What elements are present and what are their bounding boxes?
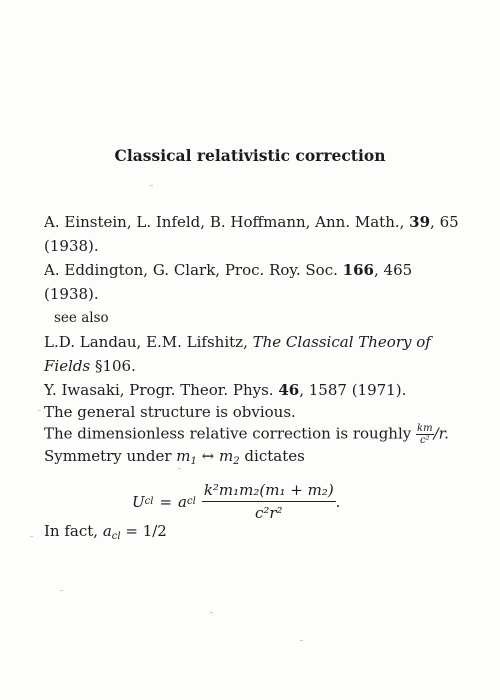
- conclusion-subscript: cl: [111, 531, 121, 542]
- formula-numerator: k²m₁m₂(m₁ + m₂): [202, 481, 336, 502]
- scan-speck: [210, 612, 213, 613]
- conclusion-text: In fact,: [44, 522, 99, 540]
- ref-authors: A. Einstein, L. Infeld, B. Hoffmann, Ann. Math.,: [44, 213, 405, 231]
- ref-book-title-cont: Fields: [44, 357, 91, 375]
- scan-speck: [60, 590, 63, 591]
- ref-pages: , 1587 (1971).: [299, 381, 407, 399]
- ref-year: (1938).: [44, 237, 99, 255]
- swap-arrow-icon: ↔: [201, 447, 215, 465]
- scan-speck: [38, 410, 41, 411]
- correction-text: The dimensionless relative correction is roughly: [44, 424, 412, 443]
- ref-volume: 39: [409, 213, 431, 231]
- body-line-correction: [44, 423, 474, 446]
- conclusion-value: = 1/2: [125, 522, 167, 540]
- fraction-numerator: km: [417, 423, 433, 434]
- inline-fraction: [416, 423, 434, 446]
- formula-lhs-subscript: cl: [144, 496, 154, 507]
- mass-symbol: m: [219, 447, 234, 465]
- mass-symbol: m: [176, 447, 191, 465]
- formula-period: .: [335, 492, 341, 511]
- ref-volume: 46: [278, 381, 300, 399]
- conclusion-line: [44, 522, 167, 542]
- ref-year: (1938).: [44, 285, 99, 303]
- references: [44, 210, 464, 402]
- symmetry-suffix: dictates: [244, 447, 305, 465]
- fraction-denominator: c²: [419, 435, 430, 446]
- display-formula: [132, 481, 340, 522]
- ref-authors: L.D. Landau, E.M. Lifshitz,: [44, 333, 248, 351]
- body-line-structure: The general structure is obvious.: [44, 403, 296, 421]
- ref-authors: Y. Iwasaki, Progr. Theor. Phys.: [44, 381, 274, 399]
- scan-speck: [30, 536, 33, 537]
- scan-speck: [178, 468, 181, 469]
- mass-subscript: 2: [233, 456, 240, 467]
- body-line-symmetry: [44, 446, 474, 472]
- ref-volume: 166: [342, 261, 374, 279]
- ref-book-title: The Classical Theory of: [252, 333, 431, 351]
- reference-iwasaki: [44, 378, 464, 402]
- reference-landau-cont: [44, 354, 464, 378]
- page-title: Classical relativistic correction: [114, 146, 386, 165]
- formula-lhs: U: [132, 492, 145, 511]
- mass-subscript: 1: [190, 456, 197, 467]
- see-also-label: see also: [54, 310, 109, 326]
- reference-einstein: [44, 210, 464, 234]
- body-text: [44, 402, 474, 472]
- ref-authors: A. Eddington, G. Clark, Proc. Roy. Soc.: [44, 261, 338, 279]
- ref-pages: , 65: [430, 213, 459, 231]
- scan-speck: [300, 640, 303, 641]
- formula-equals: =: [159, 492, 173, 511]
- formula-fraction: [202, 481, 336, 522]
- symmetry-text: Symmetry under: [44, 447, 172, 465]
- formula-denominator: c²r²: [254, 504, 283, 522]
- reference-landau: [44, 330, 464, 354]
- fraction-suffix: /r.: [433, 424, 449, 443]
- formula-coefficient-subscript: cl: [187, 496, 196, 507]
- formula-coefficient: a: [178, 492, 187, 511]
- reference-eddington: [44, 258, 464, 282]
- scan-speck: [150, 185, 153, 186]
- conclusion-symbol: a: [102, 522, 112, 540]
- ref-section: §106.: [94, 357, 136, 375]
- ref-pages: , 465: [373, 261, 413, 279]
